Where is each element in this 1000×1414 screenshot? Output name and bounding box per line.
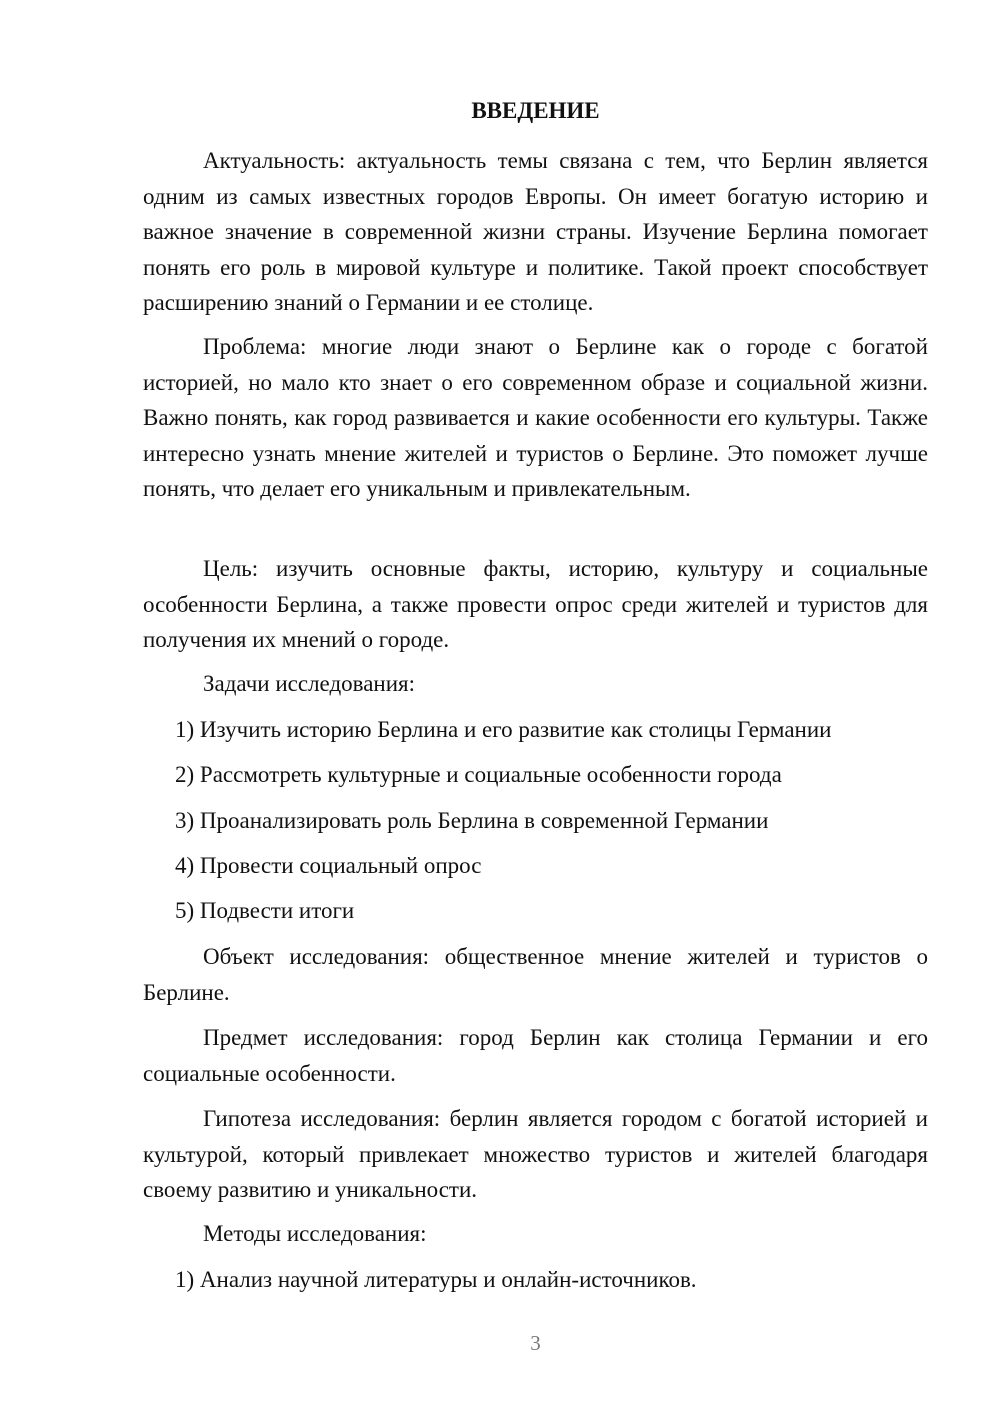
subject-paragraph: Предмет исследования: город Берлин как столица Германии и его социальные особенности. xyxy=(143,1025,928,1086)
goal-paragraph: Цель: изучить основные факты, историю, культуру и социальные особенности Берлина, а также провести опрос среди жителей и туристов для получения их мнений о городе. xyxy=(143,556,928,652)
task-item: 5) Подвести итоги xyxy=(175,898,355,923)
tasks-heading: Задачи исследования: xyxy=(203,671,416,696)
hypothesis-paragraph: Гипотеза исследования: берлин является городом с богатой историей и культурой, который привлекает множество туристов и жителей благодаря своему развитию и уникальности. xyxy=(143,1106,928,1202)
relevance-paragraph: Актуальность: актуальность темы связана с тем, что Берлин является одним из самых известных городов Европы. Он имеет богатую историю и важное значение в современной жизни страны. Изучение Берлина помогает понять его роль в мировой культуре и политике. Такой проект способствует расширению знаний о Германии и ее столице. xyxy=(143,148,928,315)
method-item: 1) Анализ научной литературы и онлайн-источников. xyxy=(175,1267,697,1292)
page-number: 3 xyxy=(530,1331,541,1355)
document-page xyxy=(143,0,928,1414)
section-title: ВВЕДЕНИЕ xyxy=(471,98,600,123)
task-item: 3) Проанализировать роль Берлина в современной Германии xyxy=(175,808,769,833)
task-item: 4) Провести социальный опрос xyxy=(175,853,482,878)
methods-heading: Методы исследования: xyxy=(203,1221,427,1246)
object-paragraph: Объект исследования: общественное мнение жителей и туристов о Берлине. xyxy=(143,944,928,1005)
task-item: 2) Рассмотреть культурные и социальные особенности города xyxy=(175,762,782,787)
problem-paragraph: Проблема: многие люди знают о Берлине как о городе с богатой историей, но мало кто знает о его современном образе и социальной жизни. Важно понять, как город развивается и какие особенности его культуры. Также интересно узнать мнение жителей и туристов о Берлине. Это поможет лучше понять, что делает его уникальным и привлекательным. xyxy=(143,334,928,501)
task-item: 1) Изучить историю Берлина и его развитие как столицы Германии xyxy=(175,717,832,742)
